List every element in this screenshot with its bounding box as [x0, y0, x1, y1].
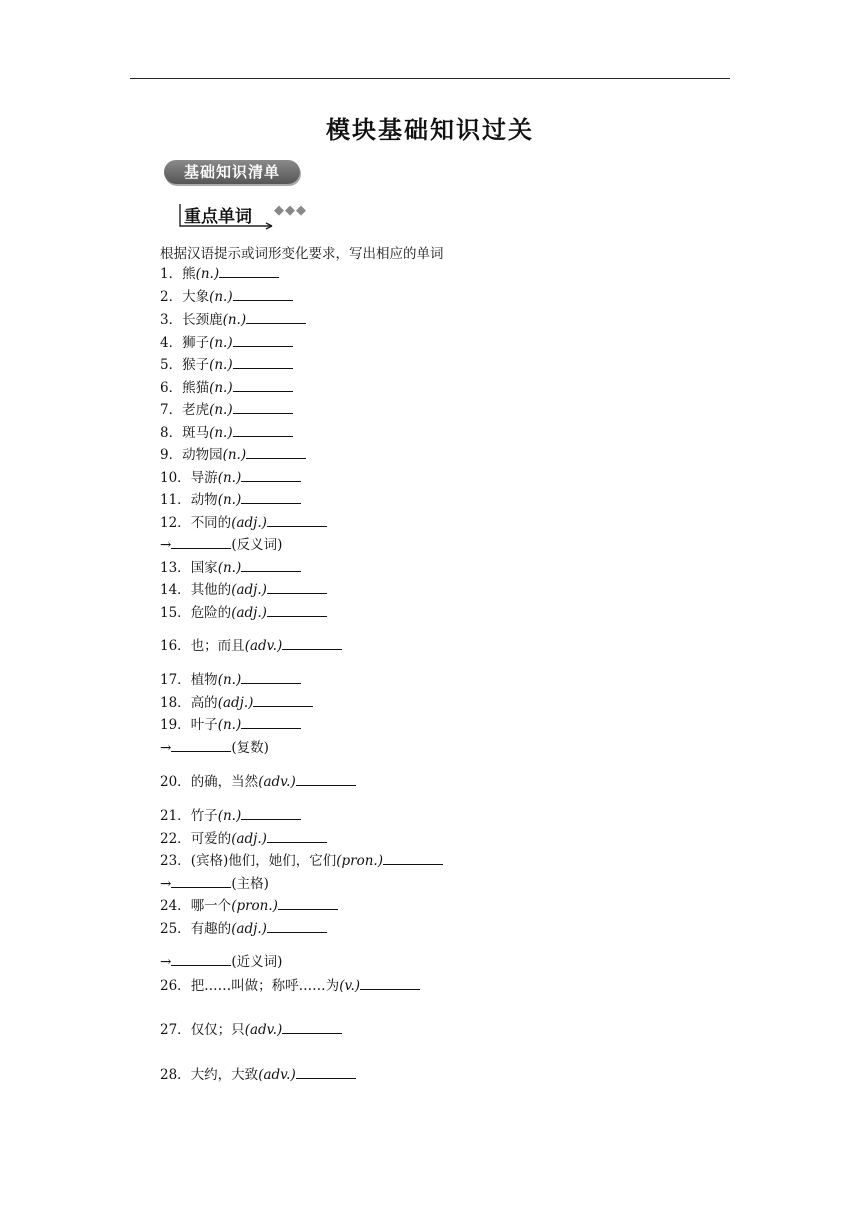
item-number: 6． [160, 380, 183, 396]
item-number: → [160, 876, 172, 892]
part-of-speech: (pron.) [336, 853, 383, 869]
vocabulary-item [160, 919, 327, 938]
part-of-speech: (n.) [217, 672, 242, 688]
chinese-prompt: 植物 [190, 672, 218, 688]
answer-blank[interactable] [233, 400, 293, 414]
answer-blank[interactable] [267, 513, 327, 527]
item-number: 24． [160, 898, 191, 914]
part-of-speech: (n.) [209, 425, 233, 441]
item-number: 23． [160, 853, 191, 869]
form-hint: (复数) [231, 740, 269, 756]
vocabulary-item [160, 423, 293, 442]
vocabulary-item [160, 976, 420, 995]
item-number: 3． [160, 312, 183, 328]
part-of-speech: (adv.) [258, 1067, 296, 1083]
chinese-prompt: 仅仅；只 [190, 1022, 245, 1038]
part-of-speech: (n.) [217, 492, 242, 508]
part-of-speech: (adv.) [244, 1022, 283, 1038]
answer-blank[interactable] [171, 874, 231, 888]
item-number: 12． [160, 515, 191, 531]
part-of-speech: (adj.) [231, 582, 267, 598]
diamond-ornament-icon: ◆◆◆ [274, 203, 307, 218]
page-title: 模块基础知识过关 [326, 116, 534, 144]
answer-blank[interactable] [246, 445, 306, 459]
chinese-prompt: 熊猫 [182, 380, 210, 396]
item-number: 21． [160, 808, 191, 824]
vocabulary-item [160, 355, 293, 374]
answer-blank[interactable] [233, 287, 293, 301]
subsection-heading-label: 重点单词 [184, 207, 252, 227]
answer-blank[interactable] [267, 580, 327, 594]
derived-form-item [160, 535, 282, 554]
chinese-prompt: 有趣的 [190, 921, 232, 937]
answer-blank[interactable] [278, 896, 338, 910]
chinese-prompt: 哪一个 [190, 898, 232, 914]
answer-blank[interactable] [171, 535, 231, 549]
vocabulary-item [160, 445, 306, 464]
item-number: 25． [160, 921, 191, 937]
vocabulary-item [160, 580, 327, 599]
answer-blank[interactable] [360, 976, 420, 990]
item-number: 10． [160, 470, 191, 486]
item-number: 28． [160, 1067, 191, 1083]
item-number: 18． [160, 695, 191, 711]
item-number: → [160, 537, 172, 553]
item-number: 15． [160, 605, 191, 621]
vocabulary-item [160, 603, 327, 622]
instruction-text: 根据汉语提示或词形变化要求，写出相应的单词 [160, 246, 444, 262]
vocabulary-item [160, 636, 342, 655]
chinese-prompt: 危险的 [190, 605, 232, 621]
vocabulary-item [160, 310, 306, 329]
answer-blank[interactable] [233, 333, 293, 347]
chinese-prompt: 把……叫做；称呼……为 [190, 978, 340, 994]
answer-blank[interactable] [171, 952, 231, 966]
part-of-speech: (adj.) [231, 921, 267, 937]
vocabulary-item [160, 772, 356, 791]
answer-blank[interactable] [171, 738, 231, 752]
item-number: 4． [160, 335, 183, 351]
part-of-speech: (n.) [222, 447, 247, 463]
answer-blank[interactable] [241, 490, 301, 504]
answer-blank[interactable] [233, 423, 293, 437]
vocabulary-item [160, 693, 313, 712]
part-of-speech: (n.) [217, 808, 242, 824]
item-number: 11． [160, 492, 191, 508]
vocabulary-item [160, 670, 301, 689]
chinese-prompt: 猴子 [182, 357, 210, 373]
part-of-speech: (n.) [217, 470, 242, 486]
item-number: 14． [160, 582, 191, 598]
answer-blank[interactable] [267, 829, 327, 843]
answer-blank[interactable] [282, 1020, 342, 1034]
chinese-prompt: 叶子 [190, 717, 218, 733]
answer-blank[interactable] [241, 715, 301, 729]
chinese-prompt: 老虎 [182, 402, 210, 418]
item-number: 2． [160, 289, 183, 305]
vocabulary-item [160, 851, 443, 870]
part-of-speech: (adj.) [231, 831, 267, 847]
chinese-prompt: 也；而且 [190, 638, 245, 654]
item-number: → [160, 954, 172, 970]
answer-blank[interactable] [296, 772, 356, 786]
item-number: 16． [160, 638, 191, 654]
chinese-prompt: 其他的 [190, 582, 232, 598]
chinese-prompt: 狮子 [182, 335, 210, 351]
subsection-heading [172, 198, 332, 232]
answer-blank[interactable] [267, 919, 327, 933]
part-of-speech: (n.) [217, 717, 242, 733]
vocabulary-item [160, 378, 293, 397]
vocabulary-item [160, 490, 301, 509]
part-of-speech: (n.) [195, 266, 220, 282]
answer-blank[interactable] [241, 468, 301, 482]
chinese-prompt: 竹子 [190, 808, 218, 824]
answer-blank[interactable] [241, 670, 301, 684]
answer-blank[interactable] [296, 1065, 356, 1079]
chinese-prompt: (宾格)他们，她们，它们 [190, 853, 337, 869]
part-of-speech: (v.) [339, 978, 361, 994]
item-number: 19． [160, 717, 191, 733]
chinese-prompt: 可爱的 [190, 831, 232, 847]
part-of-speech: (n.) [209, 289, 233, 305]
item-number: 5． [160, 357, 183, 373]
item-number: 22． [160, 831, 191, 847]
item-number: 27． [160, 1022, 191, 1038]
chinese-prompt: 长颈鹿 [182, 312, 223, 328]
part-of-speech: (pron.) [231, 898, 278, 914]
vocabulary-item [160, 896, 338, 915]
chinese-prompt: 斑马 [182, 425, 210, 441]
chinese-prompt: 国家 [190, 560, 218, 576]
item-number: 9． [160, 447, 183, 463]
chinese-prompt: 不同的 [190, 515, 232, 531]
vocabulary-item [160, 287, 293, 306]
part-of-speech: (n.) [209, 380, 233, 396]
section-pill: 基础知识清单 [164, 160, 300, 184]
item-number: 17． [160, 672, 191, 688]
chinese-prompt: 大象 [182, 289, 210, 305]
chinese-prompt: 动物 [190, 492, 218, 508]
chinese-prompt: 的确，当然 [190, 774, 259, 790]
form-hint: (主格) [231, 876, 269, 892]
vocabulary-item [160, 264, 279, 283]
vocabulary-item [160, 829, 327, 848]
part-of-speech: (n.) [209, 402, 233, 418]
vocabulary-item [160, 513, 327, 532]
part-of-speech: (adv.) [244, 638, 283, 654]
chinese-prompt: 动物园 [182, 447, 223, 463]
answer-blank[interactable] [282, 636, 342, 650]
vocabulary-item [160, 333, 293, 352]
chinese-prompt: 高的 [190, 695, 218, 711]
part-of-speech: (adj.) [217, 695, 254, 711]
derived-form-item [160, 738, 269, 757]
part-of-speech: (adj.) [231, 515, 267, 531]
answer-blank[interactable] [253, 693, 313, 707]
item-number: 20． [160, 774, 191, 790]
chinese-prompt: 大约，大致 [190, 1067, 259, 1083]
part-of-speech: (n.) [222, 312, 247, 328]
chinese-prompt: 导游 [190, 470, 218, 486]
item-number: 7． [160, 402, 183, 418]
item-number: 8． [160, 425, 183, 441]
part-of-speech: (adj.) [231, 605, 267, 621]
vocabulary-item [160, 806, 301, 825]
form-hint: (反义词) [231, 537, 283, 553]
answer-blank[interactable] [233, 355, 293, 369]
chinese-prompt: 熊 [182, 266, 196, 282]
top-rule [130, 78, 730, 79]
part-of-speech: (n.) [209, 335, 233, 351]
derived-form-item [160, 952, 282, 971]
answer-blank[interactable] [241, 806, 301, 820]
derived-form-item [160, 874, 269, 893]
part-of-speech: (n.) [217, 560, 242, 576]
answer-blank[interactable] [233, 378, 293, 392]
vocabulary-item [160, 1020, 342, 1039]
part-of-speech: (n.) [209, 357, 233, 373]
part-of-speech: (adv.) [258, 774, 296, 790]
item-number: 1． [160, 266, 183, 282]
item-number: 13． [160, 560, 191, 576]
item-number: 26． [160, 978, 191, 994]
vocabulary-item [160, 715, 301, 734]
answer-blank[interactable] [246, 310, 306, 324]
vocabulary-item [160, 558, 301, 577]
form-hint: (近义词) [231, 954, 283, 970]
vocabulary-item [160, 400, 293, 419]
answer-blank[interactable] [241, 558, 301, 572]
answer-blank[interactable] [219, 264, 279, 278]
vocabulary-item [160, 1065, 356, 1084]
item-number: → [160, 740, 172, 756]
answer-blank[interactable] [383, 851, 443, 865]
vocabulary-item [160, 468, 301, 487]
answer-blank[interactable] [267, 603, 327, 617]
